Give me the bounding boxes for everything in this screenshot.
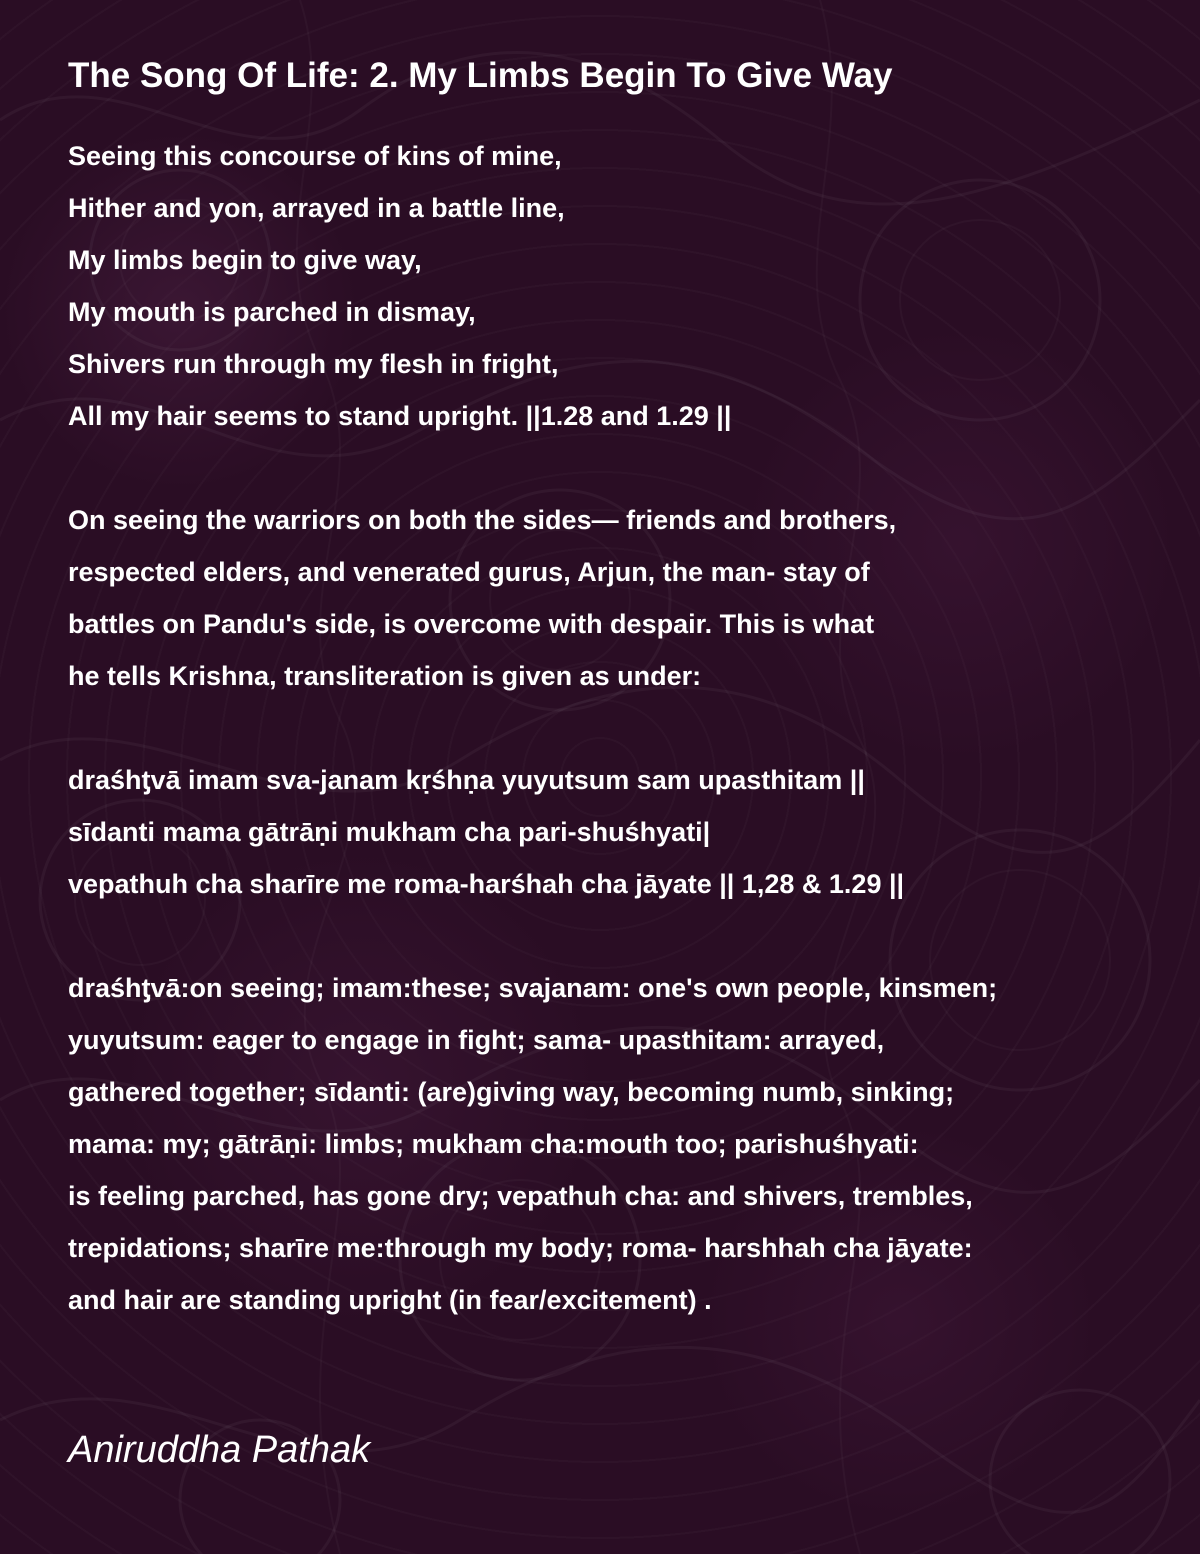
poem-line: On seeing the warriors on both the sides— friends and brothers, bbox=[68, 505, 897, 535]
stanza-1 bbox=[68, 130, 1188, 442]
stanza-2 bbox=[68, 494, 1188, 702]
poem-line: My limbs begin to give way, bbox=[68, 245, 422, 275]
poem-author: Aniruddha Pathak bbox=[68, 1429, 371, 1471]
poem-line: Shivers run through my flesh in fright, bbox=[68, 349, 559, 379]
poem-line: battles on Pandu's side, is overcome with despair. This is what bbox=[68, 609, 875, 639]
poem-line: trepidations; sharīre me:through my body; roma- harshhah cha jāyate: bbox=[68, 1233, 973, 1263]
poem-title: The Song Of Life: 2. My Limbs Begin To Give Way bbox=[68, 56, 893, 95]
poem-container bbox=[68, 56, 1188, 1326]
poem-line: yuyutsum: eager to engage in fight; sama- upasthitam: arrayed, bbox=[68, 1025, 885, 1055]
poem-line: mama: my; gātrāṇi: limbs; mukham cha:mouth too; parishuśhyati: bbox=[68, 1129, 919, 1159]
poem-line: My mouth is parched in dismay, bbox=[68, 297, 476, 327]
stanza-3 bbox=[68, 754, 1188, 910]
poem-line: draśhƫvā imam sva-janam kṛśhṇa yuyutsum sam upasthitam || bbox=[68, 765, 865, 795]
poem-line: respected elders, and venerated gurus, Arjun, the man- stay of bbox=[68, 557, 870, 587]
poem-line: gathered together; sīdanti: (are)giving way, becoming numb, sinking; bbox=[68, 1077, 955, 1107]
poem-line: Seeing this concourse of kins of mine, bbox=[68, 141, 562, 171]
poem-line: he tells Krishna, transliteration is given as under: bbox=[68, 661, 702, 691]
poem-line: and hair are standing upright (in fear/excitement) . bbox=[68, 1285, 712, 1315]
poem-line: is feeling parched, has gone dry; vepathuh cha: and shivers, trembles, bbox=[68, 1181, 973, 1211]
stanza-4 bbox=[68, 962, 1188, 1326]
poem-line: Hither and yon, arrayed in a battle line, bbox=[68, 193, 565, 223]
poem-line: vepathuh cha sharīre me roma-harśhah cha jāyate || 1,28 & 1.29 || bbox=[68, 869, 905, 899]
poem-line: All my hair seems to stand upright. ||1.28 and 1.29 || bbox=[68, 401, 732, 431]
poem-line: sīdanti mama gātrāṇi mukham cha pari-shuśhyati| bbox=[68, 817, 711, 847]
poem-line: draśhƫvā:on seeing; imam:these; svajanam: one's own people, kinsmen; bbox=[68, 973, 998, 1003]
